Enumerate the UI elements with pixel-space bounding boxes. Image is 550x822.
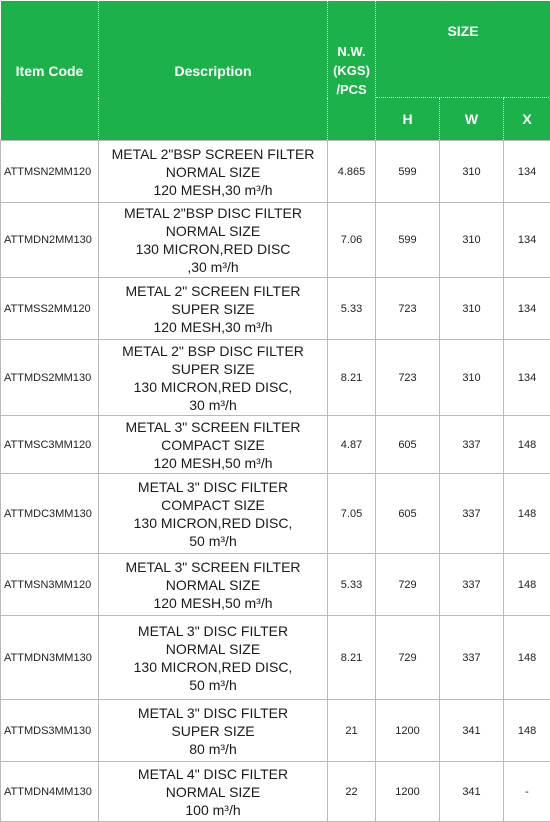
depth-cell: 134 <box>504 141 550 203</box>
height-cell: 605 <box>376 474 440 554</box>
net-weight-cell: 5.33 <box>328 278 376 340</box>
description-cell <box>99 340 328 416</box>
depth-cell: 148 <box>504 616 550 700</box>
width-header: W <box>440 98 504 141</box>
description-line: METAL 3" DISC FILTER <box>99 478 327 496</box>
height-cell: 599 <box>376 141 440 203</box>
description-line: 130 MICRON,RED DISC, <box>99 514 327 532</box>
height-cell: 1200 <box>376 700 440 762</box>
table-row <box>1 616 550 700</box>
depth-cell: 134 <box>504 340 550 416</box>
table-row <box>1 141 550 203</box>
description-line: SUPER SIZE <box>99 360 327 378</box>
net-weight-header-line1: N.W. <box>337 44 365 59</box>
description-header: Description <box>99 1 328 141</box>
description-line: NORMAL SIZE <box>99 640 327 658</box>
depth-cell: 148 <box>504 700 550 762</box>
description-cell <box>99 141 328 203</box>
description-line: 120 MESH,50 m³/h <box>99 594 327 612</box>
description-line: 50 m³/h <box>99 676 327 694</box>
description-line: COMPACT SIZE <box>99 496 327 514</box>
net-weight-header-line2: (KGS) <box>333 63 370 78</box>
depth-cell: 148 <box>504 554 550 616</box>
description-line: COMPACT SIZE <box>99 436 327 454</box>
table-body <box>1 141 550 822</box>
net-weight-cell: 22 <box>328 762 376 822</box>
description-cell <box>99 203 328 278</box>
height-header: H <box>376 98 440 141</box>
description-line: SUPER SIZE <box>99 300 327 318</box>
depth-cell: 134 <box>504 278 550 340</box>
depth-cell: 134 <box>504 203 550 278</box>
item-code-cell: ATTMDN2MM130 <box>1 203 99 278</box>
table-row <box>1 554 550 616</box>
description-line: NORMAL SIZE <box>99 163 327 181</box>
description-line: METAL 2"BSP DISC FILTER <box>99 204 327 222</box>
description-line: 130 MICRON,RED DISC, <box>99 658 327 676</box>
table-row <box>1 416 550 474</box>
table-row <box>1 340 550 416</box>
width-cell: 337 <box>440 616 504 700</box>
item-code-cell: ATTMDN4MM130 <box>1 762 99 822</box>
table-row <box>1 203 550 278</box>
description-cell <box>99 700 328 762</box>
description-cell <box>99 554 328 616</box>
description-line: 120 MESH,30 m³/h <box>99 318 327 336</box>
width-cell: 337 <box>440 474 504 554</box>
item-code-cell: ATTMDS3MM130 <box>1 700 99 762</box>
height-cell: 723 <box>376 340 440 416</box>
description-line: 30 m³/h <box>99 396 327 414</box>
width-cell: 310 <box>440 141 504 203</box>
depth-cell: - <box>504 762 550 822</box>
table-row <box>1 278 550 340</box>
description-cell <box>99 416 328 474</box>
item-code-cell: ATTMSS2MM120 <box>1 278 99 340</box>
width-cell: 310 <box>440 278 504 340</box>
height-cell: 729 <box>376 554 440 616</box>
description-cell <box>99 278 328 340</box>
net-weight-cell: 7.06 <box>328 203 376 278</box>
size-header: SIZE <box>376 1 550 98</box>
description-line: METAL 3" DISC FILTER <box>99 622 327 640</box>
description-line: SUPER SIZE <box>99 722 327 740</box>
description-line: METAL 2" SCREEN FILTER <box>99 282 327 300</box>
description-line: NORMAL SIZE <box>99 576 327 594</box>
description-cell <box>99 762 328 822</box>
width-cell: 310 <box>440 203 504 278</box>
description-cell <box>99 616 328 700</box>
description-line: NORMAL SIZE <box>99 222 327 240</box>
height-cell: 599 <box>376 203 440 278</box>
description-line: METAL 3" SCREEN FILTER <box>99 558 327 576</box>
item-code-header: Item Code <box>1 1 99 141</box>
width-cell: 337 <box>440 554 504 616</box>
width-cell: 337 <box>440 416 504 474</box>
table-header <box>1 1 550 141</box>
table-row <box>1 762 550 822</box>
description-line: METAL 2"BSP SCREEN FILTER <box>99 145 327 163</box>
description-line: NORMAL SIZE <box>99 783 327 801</box>
net-weight-cell: 8.21 <box>328 340 376 416</box>
height-cell: 729 <box>376 616 440 700</box>
item-code-cell: ATTMDC3MM130 <box>1 474 99 554</box>
description-line: 50 m³/h <box>99 532 327 550</box>
depth-header: X <box>504 98 550 141</box>
description-line: METAL 2" BSP DISC FILTER <box>99 342 327 360</box>
depth-cell: 148 <box>504 416 550 474</box>
net-weight-cell: 4.865 <box>328 141 376 203</box>
description-line: METAL 3" DISC FILTER <box>99 704 327 722</box>
height-cell: 605 <box>376 416 440 474</box>
item-code-cell: ATTMSC3MM120 <box>1 416 99 474</box>
width-cell: 341 <box>440 762 504 822</box>
depth-cell: 148 <box>504 474 550 554</box>
net-weight-header-line3: /PCS <box>336 82 366 97</box>
net-weight-cell: 7.05 <box>328 474 376 554</box>
description-line: METAL 4" DISC FILTER <box>99 765 327 783</box>
item-code-cell: ATTMSN3MM120 <box>1 554 99 616</box>
description-cell <box>99 474 328 554</box>
description-line: 80 m³/h <box>99 740 327 758</box>
net-weight-header <box>328 1 376 141</box>
net-weight-cell: 21 <box>328 700 376 762</box>
height-cell: 723 <box>376 278 440 340</box>
net-weight-cell: 5.33 <box>328 554 376 616</box>
item-code-cell: ATTMDN3MM130 <box>1 616 99 700</box>
description-line: METAL 3" SCREEN FILTER <box>99 418 327 436</box>
description-line: 120 MESH,50 m³/h <box>99 454 327 472</box>
description-line: 130 MICRON,RED DISC, <box>99 378 327 396</box>
width-cell: 310 <box>440 340 504 416</box>
item-code-cell: ATTMDS2MM130 <box>1 340 99 416</box>
net-weight-cell: 8.21 <box>328 616 376 700</box>
item-code-cell: ATTMSN2MM120 <box>1 141 99 203</box>
description-line: ,30 m³/h <box>99 258 327 276</box>
table-row <box>1 700 550 762</box>
description-line: 120 MESH,30 m³/h <box>99 181 327 199</box>
description-line: 130 MICRON,RED DISC <box>99 240 327 258</box>
height-cell: 1200 <box>376 762 440 822</box>
net-weight-cell: 4.87 <box>328 416 376 474</box>
width-cell: 341 <box>440 700 504 762</box>
description-line: 100 m³/h <box>99 801 327 819</box>
table-row <box>1 474 550 554</box>
